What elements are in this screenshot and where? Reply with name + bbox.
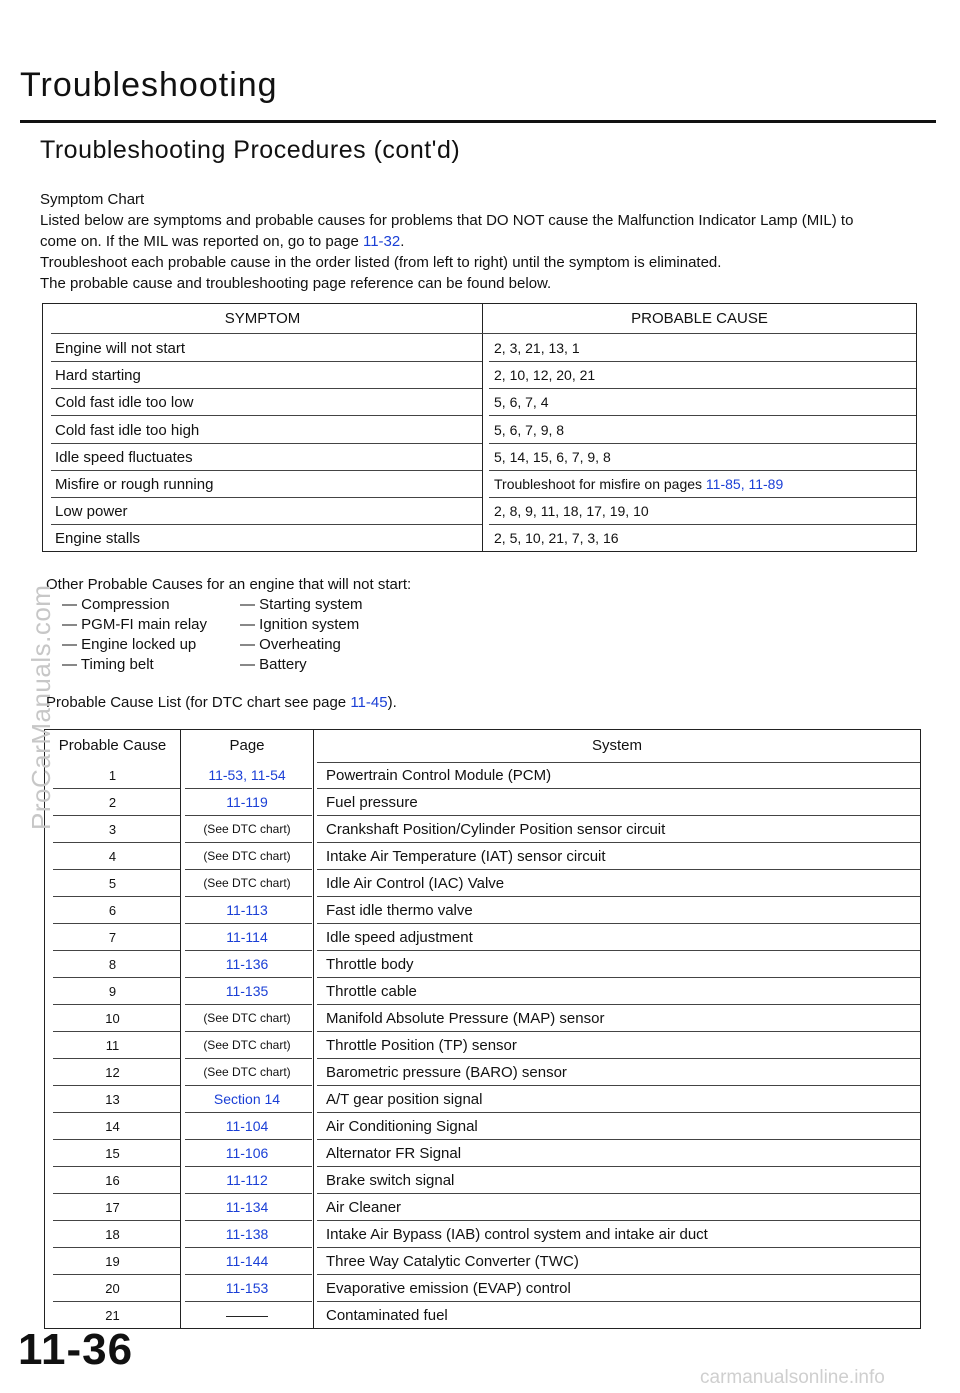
list-item: — Timing belt [62, 656, 154, 673]
list-item: — Compression [62, 596, 170, 613]
page-reference: (See DTC chart) [203, 1038, 291, 1052]
cause-number: 12 [105, 1065, 120, 1080]
list-item: — Overheating [240, 636, 341, 653]
system-name: Powertrain Control Module (PCM) [326, 767, 552, 784]
cause-text: 2, 8, 9, 11, 18, 17, 19, 10 [494, 503, 649, 519]
symptom-column-header: SYMPTOM [224, 310, 301, 327]
system-name: Throttle Position (TP) sensor [326, 1037, 517, 1054]
symptom-chart-heading: Symptom Chart [40, 191, 145, 208]
page-reference: ——— [226, 1307, 268, 1323]
page-reference[interactable]: 11-106 [225, 1145, 269, 1161]
page-title: Troubleshooting [20, 66, 278, 104]
table-row [45, 1059, 920, 1086]
symptom-cell: Engine stalls [55, 530, 141, 547]
table-row [45, 1194, 920, 1221]
other-causes-list [240, 595, 363, 675]
cause-number: 16 [105, 1173, 120, 1188]
cause-number: 4 [108, 849, 117, 864]
system-name: Air Conditioning Signal [326, 1118, 478, 1135]
system-name: A/T gear position signal [326, 1091, 483, 1108]
system-header: System [591, 737, 642, 754]
intro-text [40, 189, 930, 294]
list-item: — Engine locked up [62, 636, 197, 653]
intro-line: The probable cause and troubleshooting page reference can be found below. [40, 275, 552, 292]
table-row [43, 444, 916, 471]
table-row [45, 843, 920, 870]
cause-number-header: Probable Cause [58, 737, 167, 754]
table-row [45, 1275, 920, 1302]
cause-number: 21 [105, 1308, 120, 1323]
cause-number: 20 [105, 1281, 120, 1296]
symptom-cell: Cold fast idle too high [55, 422, 200, 439]
page-reference[interactable]: 11-144 [225, 1253, 269, 1269]
page-reference: (See DTC chart) [203, 1065, 291, 1079]
symptom-cell: Hard starting [55, 367, 141, 384]
page-header: Page [229, 737, 265, 754]
cause-number: 18 [105, 1227, 120, 1242]
table-row [43, 525, 916, 552]
intro-line: come on. If the MIL was reported on, go to page 11-32. [40, 233, 405, 250]
table-row [45, 1005, 920, 1032]
cause-number: 6 [108, 903, 117, 918]
table-row [43, 417, 916, 444]
cause-text: 5, 6, 7, 9, 8 [494, 422, 565, 438]
page-number: 11-36 [18, 1325, 134, 1374]
cause-number: 10 [105, 1011, 120, 1026]
cause-list-heading: Probable Cause List (for DTC chart see page 11-45). [46, 694, 397, 711]
probable-cause-table [44, 729, 921, 1329]
cause-text: 2, 5, 10, 21, 7, 3, 16 [494, 530, 619, 546]
row-divider [489, 415, 916, 416]
system-name: Three Way Catalytic Converter (TWC) [326, 1253, 579, 1270]
symptom-cell: Idle speed fluctuates [55, 449, 193, 466]
system-name: Intake Air Temperature (IAT) sensor circuit [326, 848, 606, 865]
watermark: ProCarManuals.com [26, 584, 56, 830]
system-name: Intake Air Bypass (IAB) control system and intake air duct [326, 1226, 708, 1243]
intro-line: Listed below are symptoms and probable causes for problems that DO NOT cause the Malfunction Indicator Lamp (MIL) to [40, 212, 854, 229]
system-name: Evaporative emission (EVAP) control [326, 1280, 571, 1297]
symptom-table [42, 303, 917, 552]
system-name: Air Cleaner [326, 1199, 402, 1216]
cause-text: 2, 3, 21, 13, 1 [494, 340, 580, 356]
table-row [45, 897, 920, 924]
table-row [45, 789, 920, 816]
page-reference[interactable]: 11-53, 11-54 [208, 767, 286, 783]
intro-line: Troubleshoot each probable cause in the order listed (from left to right) until the symptom is eliminated. [40, 254, 722, 271]
page-link-11-32[interactable]: 11-32 [362, 233, 401, 250]
page-reference[interactable]: 11-136 [225, 956, 269, 972]
cause-text: 2, 10, 12, 20, 21 [494, 367, 596, 383]
cause-number: 13 [105, 1092, 120, 1107]
system-name: Fuel pressure [326, 794, 418, 811]
cause-number: 5 [108, 876, 117, 891]
cause-cell [494, 471, 783, 498]
page-reference: (See DTC chart) [203, 849, 291, 863]
table-row [45, 1248, 920, 1275]
page-reference[interactable]: 11-104 [225, 1118, 269, 1134]
cause-text: Troubleshoot for misfire on pages [494, 476, 706, 492]
page-link[interactable]: 11-85, 11-89 [705, 476, 784, 492]
other-causes-list [62, 595, 207, 675]
table-row [45, 816, 920, 843]
symptom-cell: Low power [55, 503, 128, 520]
page-reference[interactable]: 11-119 [226, 794, 268, 810]
cause-number: 9 [108, 984, 117, 999]
cause-cell [494, 525, 619, 552]
cause-number: 3 [108, 822, 117, 837]
table-row [45, 1302, 920, 1329]
table-row [45, 1221, 920, 1248]
page-reference[interactable]: 11-134 [225, 1199, 269, 1215]
list-item: — Ignition system [240, 616, 360, 633]
page-link-11-45[interactable]: 11-45 [350, 694, 388, 711]
list-item: — Battery [240, 656, 307, 673]
table-row [43, 335, 916, 362]
symptom-cell: Engine will not start [55, 340, 186, 357]
row-divider [51, 415, 482, 416]
watermark: carmanualsonline.info [700, 1367, 885, 1388]
page-reference[interactable]: 11-138 [225, 1226, 269, 1242]
table-row [43, 471, 916, 498]
cause-number: 1 [108, 768, 117, 783]
cause-cell [494, 498, 649, 525]
system-name: Fast idle thermo valve [326, 902, 473, 919]
page-reference[interactable]: Section 14 [213, 1091, 281, 1107]
system-name: Throttle cable [326, 983, 417, 1000]
table-row [45, 951, 920, 978]
cause-number: 7 [108, 930, 117, 945]
page-reference: (See DTC chart) [203, 876, 291, 890]
symptom-cell: Cold fast idle too low [55, 394, 194, 411]
cause-cell [494, 417, 564, 444]
page-reference[interactable]: 11-135 [225, 983, 269, 999]
symptom-cell: Misfire or rough running [55, 476, 214, 493]
system-name: Contaminated fuel [326, 1307, 448, 1324]
table-row [43, 389, 916, 416]
cause-number: 19 [105, 1254, 120, 1269]
table-row [45, 870, 920, 897]
system-name: Brake switch signal [326, 1172, 455, 1189]
cause-number: 11 [105, 1038, 120, 1053]
table-row [43, 362, 916, 389]
page-reference[interactable]: 11-112 [226, 1172, 268, 1188]
cause-cell [494, 389, 548, 416]
table-row [45, 1086, 920, 1113]
table-row [45, 1113, 920, 1140]
cause-number: 8 [108, 957, 117, 972]
page-reference[interactable]: 11-153 [225, 1280, 269, 1296]
page-reference[interactable]: 11-113 [226, 902, 268, 918]
page-reference[interactable]: 11-114 [226, 929, 268, 945]
page-reference: (See DTC chart) [203, 1011, 291, 1025]
table-row [45, 1167, 920, 1194]
cause-column-header: PROBABLE CAUSE [631, 310, 768, 327]
row-divider [51, 333, 916, 334]
cause-text: 5, 6, 7, 4 [494, 394, 549, 410]
section-subtitle: Troubleshooting Procedures (cont'd) [40, 136, 461, 164]
table-row [43, 498, 916, 525]
cause-number: 2 [108, 795, 117, 810]
cause-number: 17 [105, 1200, 120, 1215]
list-item: — Starting system [240, 596, 363, 613]
table-row [45, 762, 920, 789]
system-name: Crankshaft Position/Cylinder Position sensor circuit [326, 821, 666, 838]
cause-cell [494, 362, 595, 389]
system-name: Idle speed adjustment [326, 929, 473, 946]
system-name: Throttle body [326, 956, 414, 973]
system-name: Barometric pressure (BARO) sensor [326, 1064, 567, 1081]
cause-number: 14 [105, 1119, 120, 1134]
title-rule [20, 120, 936, 123]
cause-number: 15 [105, 1146, 120, 1161]
cause-cell [494, 444, 611, 471]
system-name: Manifold Absolute Pressure (MAP) sensor [326, 1010, 605, 1027]
table-row [45, 924, 920, 951]
table-row [45, 1032, 920, 1059]
system-name: Alternator FR Signal [326, 1145, 462, 1162]
list-item: — PGM-FI main relay [62, 616, 208, 633]
table-row [45, 978, 920, 1005]
table-row [45, 1140, 920, 1167]
cause-cell [494, 335, 580, 362]
other-causes-heading: Other Probable Causes for an engine that will not start: [46, 576, 412, 593]
system-name: Idle Air Control (IAC) Valve [326, 875, 505, 892]
cause-text: 5, 14, 15, 6, 7, 9, 8 [494, 449, 611, 465]
page-reference: (See DTC chart) [203, 822, 291, 836]
